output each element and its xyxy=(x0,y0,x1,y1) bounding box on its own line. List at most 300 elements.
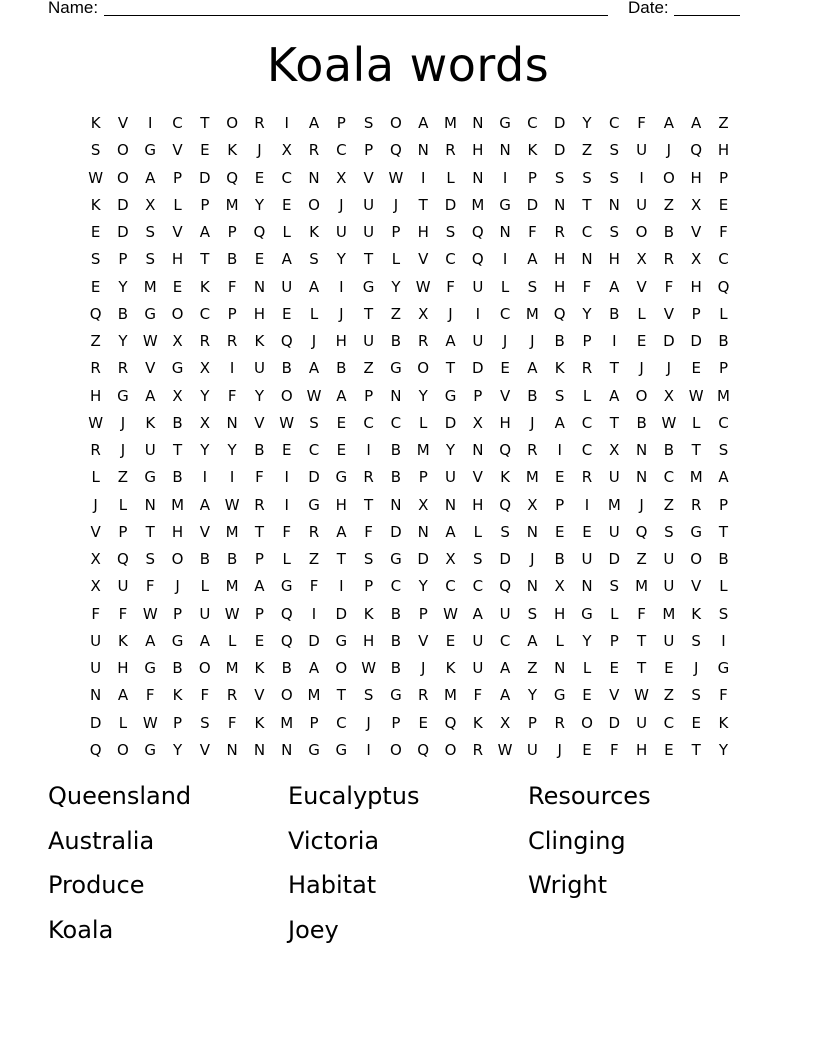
grid-letter: P xyxy=(364,386,374,405)
grid-letter: J xyxy=(175,577,180,596)
grid-letter: B xyxy=(390,441,402,459)
grid-letter: N xyxy=(526,522,539,541)
grid-letter: P xyxy=(391,713,401,732)
grid-letter: S xyxy=(691,686,701,705)
grid-letter: C xyxy=(445,577,456,596)
grid-row xyxy=(82,464,738,491)
grid-letter: L xyxy=(118,495,128,514)
grid-letter: I xyxy=(284,114,289,132)
grid-letter: U xyxy=(636,141,648,160)
grid-letter: O xyxy=(198,659,211,677)
grid-letter: E xyxy=(254,250,265,269)
grid-letter: J xyxy=(448,304,453,323)
grid-letter: E xyxy=(691,359,701,378)
grid-letter: U xyxy=(472,277,484,296)
grid-letter: W xyxy=(497,740,513,759)
grid-letter: E xyxy=(582,740,592,759)
grid-letter: E xyxy=(336,441,347,459)
grid-letter: D xyxy=(608,713,621,732)
grid-letter: H xyxy=(635,740,648,759)
grid-letter: D xyxy=(499,550,511,568)
grid-letter: P xyxy=(718,359,728,378)
grid-letter: A xyxy=(527,250,538,269)
grid-letter: W xyxy=(415,277,431,296)
grid-letter: L xyxy=(610,604,619,623)
grid-letter: T xyxy=(718,522,729,541)
grid-row xyxy=(82,137,738,164)
grid-letter: E xyxy=(172,277,183,296)
grid-letter: A xyxy=(199,223,210,241)
grid-letter: M xyxy=(225,522,239,541)
grid-letter: I xyxy=(148,114,153,132)
grid-letter: I xyxy=(202,468,208,487)
grid-letter: V xyxy=(254,413,265,432)
grid-letter: V xyxy=(691,223,702,241)
grid-letter: L xyxy=(227,631,237,650)
grid-letter: K xyxy=(554,359,565,378)
grid-letter: P xyxy=(473,386,483,405)
grid-letter: F xyxy=(528,223,537,241)
grid-letter: F xyxy=(145,577,155,596)
grid-letter: J xyxy=(339,304,344,323)
grid-letter: S xyxy=(609,223,620,241)
grid-letter: P xyxy=(609,631,619,650)
grid-letter: P xyxy=(227,304,237,323)
grid-letter: X xyxy=(172,386,183,405)
grid-letter: A xyxy=(499,686,511,705)
grid-letter: E xyxy=(636,332,647,350)
grid-letter: W xyxy=(142,604,158,623)
grid-letter: Q xyxy=(280,332,293,350)
grid-letter: T xyxy=(609,413,619,432)
grid-letter: R xyxy=(690,495,702,514)
grid-letter: S xyxy=(200,713,210,732)
grid-letter: U xyxy=(663,577,675,596)
grid-letter: Q xyxy=(444,713,457,732)
grid-letter: G xyxy=(717,659,730,677)
grid-letter: P xyxy=(418,468,428,487)
grid-letter: K xyxy=(363,604,374,623)
grid-letter: N xyxy=(226,740,238,759)
grid-letter: D xyxy=(444,195,457,214)
grid-letter: C xyxy=(609,114,620,132)
grid-letter: B xyxy=(718,550,729,568)
grid-letter: H xyxy=(171,250,184,269)
grid-letter: Z xyxy=(390,304,402,323)
grid-letter: V xyxy=(363,168,374,187)
grid-letter: S xyxy=(90,141,101,160)
grid-letter: A xyxy=(199,631,210,650)
grid-letter: H xyxy=(362,631,375,650)
grid-letter: B xyxy=(226,550,238,568)
grid-letter: P xyxy=(527,713,537,732)
grid-row xyxy=(82,519,738,546)
grid-letter: D xyxy=(472,359,484,378)
grid-letter: H xyxy=(335,332,347,350)
grid-row xyxy=(82,546,738,573)
grid-letter: Z xyxy=(117,468,129,487)
grid-letter: X xyxy=(336,168,347,187)
grid-letter: R xyxy=(663,250,675,269)
grid-letter: Q xyxy=(280,604,293,623)
grid-letter: M xyxy=(225,195,239,214)
grid-letter: S xyxy=(363,550,374,568)
grid-letter: H xyxy=(472,495,484,514)
grid-letter: X xyxy=(499,713,511,732)
grid-letter: Y xyxy=(418,577,428,596)
grid-letter: T xyxy=(336,686,346,705)
grid-letter: M xyxy=(471,195,485,214)
grid-letter: N xyxy=(499,141,511,160)
grid-letter: A xyxy=(336,522,347,541)
grid-letter: Y xyxy=(418,386,428,405)
grid-letter: G xyxy=(144,740,157,759)
grid-letter: A xyxy=(527,359,538,378)
grid-letter: J xyxy=(93,495,98,514)
grid-letter: N xyxy=(635,441,648,459)
grid-letter: M xyxy=(171,495,185,514)
grid-letter: D xyxy=(89,713,102,732)
grid-letter: M xyxy=(662,604,676,623)
header xyxy=(48,0,748,20)
word-list-item: Victoria xyxy=(288,826,380,855)
grid-letter: Z xyxy=(308,550,320,568)
grid-letter: P xyxy=(582,332,592,350)
grid-row xyxy=(82,219,738,246)
grid-letter: S xyxy=(527,277,538,296)
grid-letter: P xyxy=(200,195,210,214)
grid-letter: A xyxy=(199,495,210,514)
grid-letter: B xyxy=(527,386,538,405)
grid-letter: K xyxy=(472,713,483,732)
grid-letter: D xyxy=(608,550,621,568)
grid-letter: U xyxy=(472,332,484,350)
name-label: Name: xyxy=(48,0,99,17)
grid-letter: P xyxy=(173,604,183,623)
grid-letter: A xyxy=(145,386,156,405)
grid-letter: S xyxy=(527,604,538,623)
grid-letter: A xyxy=(308,114,320,132)
grid-letter: G xyxy=(144,468,157,487)
grid-letter: D xyxy=(117,223,129,241)
grid-letter: Y xyxy=(227,441,237,459)
grid-letter: Y xyxy=(336,250,346,269)
grid-letter: O xyxy=(635,223,648,241)
grid-letter: L xyxy=(637,304,646,323)
grid-letter: F xyxy=(91,604,100,623)
grid-letter: B xyxy=(336,359,347,378)
grid-letter: V xyxy=(636,277,647,296)
grid-letter: A xyxy=(254,577,265,596)
grid-letter: I xyxy=(502,250,508,269)
grid-letter: H xyxy=(335,495,347,514)
grid-letter: V xyxy=(418,250,429,269)
grid-letter: E xyxy=(254,168,265,187)
grid-letter: C xyxy=(718,250,729,269)
grid-letter: U xyxy=(608,522,620,541)
grid-letter: I xyxy=(639,168,644,187)
grid-letter: X xyxy=(90,550,101,568)
grid-row xyxy=(82,301,738,328)
grid-letter: E xyxy=(554,522,565,541)
grid-letter: S xyxy=(718,441,729,459)
grid-letter: N xyxy=(281,740,293,759)
grid-letter: T xyxy=(691,740,701,759)
grid-letter: R xyxy=(554,713,565,732)
grid-letter: D xyxy=(553,141,566,160)
grid-letter: N xyxy=(308,168,320,187)
grid-letter: E xyxy=(418,713,428,732)
grid-letter: A xyxy=(691,114,702,132)
grid-letter: L xyxy=(173,195,182,214)
grid-letter: S xyxy=(582,168,592,187)
grid-letter: R xyxy=(308,522,320,541)
grid-letter: P xyxy=(391,223,401,241)
grid-letter: E xyxy=(718,195,729,214)
grid-letter: X xyxy=(172,332,183,350)
grid-letter: H xyxy=(90,386,102,405)
grid-letter: K xyxy=(199,277,210,296)
grid-letter: U xyxy=(335,223,347,241)
grid-letter: R xyxy=(581,359,593,378)
grid-letter: T xyxy=(637,659,647,677)
word-list-item: Produce xyxy=(48,871,145,899)
grid-letter: N xyxy=(253,740,266,759)
grid-letter: N xyxy=(554,659,566,677)
grid-letter: U xyxy=(472,631,484,650)
grid-letter: O xyxy=(335,659,348,677)
grid-letter: U xyxy=(144,441,156,459)
grid-letter: U xyxy=(363,223,375,241)
grid-letter: C xyxy=(336,141,347,160)
grid-letter: Y xyxy=(172,740,183,759)
grid-letter: U xyxy=(90,631,102,650)
grid-letter: X xyxy=(90,577,101,596)
grid-letter: S xyxy=(554,168,565,187)
grid-letter: K xyxy=(718,713,729,732)
grid-letter: Q xyxy=(717,277,730,296)
grid-letter: E xyxy=(445,631,456,650)
grid-letter: Y xyxy=(118,332,128,350)
grid-letter: G xyxy=(444,386,457,405)
grid-letter: Z xyxy=(90,332,101,350)
grid-letter: P xyxy=(418,604,428,623)
grid-letter: Q xyxy=(471,250,484,269)
grid-letter: R xyxy=(199,332,211,350)
grid-letter: T xyxy=(200,250,210,269)
grid-letter: U xyxy=(363,195,375,214)
grid-row xyxy=(82,710,738,737)
grid-letter: M xyxy=(225,659,239,677)
grid-letter: H xyxy=(690,277,702,296)
grid-letter: P xyxy=(718,168,728,187)
grid-letter: C xyxy=(581,223,593,241)
grid-letter: K xyxy=(145,413,156,432)
grid-letter: A xyxy=(445,522,456,541)
grid-letter: S xyxy=(554,386,565,405)
grid-letter: U xyxy=(445,468,456,487)
grid-letter: Y xyxy=(200,441,210,459)
word-list-item: Joey xyxy=(288,915,339,944)
grid-letter: X xyxy=(418,495,429,514)
grid-letter: T xyxy=(691,441,701,459)
grid-letter: G xyxy=(390,359,402,378)
grid-letter: V xyxy=(199,522,210,541)
grid-letter: A xyxy=(718,468,729,487)
word-list-item: Habitat xyxy=(288,871,377,899)
grid-letter: J xyxy=(420,659,426,677)
grid-letter: B xyxy=(718,332,729,350)
grid-letter: E xyxy=(664,740,674,759)
grid-letter: S xyxy=(309,250,319,269)
grid-letter: K xyxy=(445,659,456,677)
grid-letter: E xyxy=(90,223,101,241)
grid-letter: K xyxy=(309,223,319,241)
grid-letter: G xyxy=(362,277,375,296)
grid-letter: P xyxy=(555,495,565,514)
grid-letter: H xyxy=(253,304,266,323)
grid-letter: L xyxy=(500,277,510,296)
grid-letter: Y xyxy=(582,631,592,650)
grid-letter: J xyxy=(666,359,672,378)
grid-letter: P xyxy=(118,522,128,541)
grid-letter: Z xyxy=(663,195,675,214)
grid-letter: D xyxy=(117,195,129,214)
grid-letter: Y xyxy=(582,114,592,132)
grid-letter: O xyxy=(171,550,184,568)
grid-letter: U xyxy=(581,550,593,568)
grid-letter: Q xyxy=(499,441,511,459)
grid-letter: H xyxy=(608,250,620,269)
grid-letter: S xyxy=(718,604,729,623)
grid-letter: L xyxy=(446,168,455,187)
grid-letter: J xyxy=(339,195,344,214)
grid-row xyxy=(82,492,738,519)
grid-letter: E xyxy=(582,686,592,705)
grid-letter: B xyxy=(281,659,292,677)
grid-letter: C xyxy=(308,441,320,459)
grid-letter: E xyxy=(609,659,620,677)
grid-letter: J xyxy=(666,141,672,160)
grid-letter: S xyxy=(363,114,374,132)
grid-letter: L xyxy=(719,577,728,596)
grid-letter: G xyxy=(553,686,566,705)
grid-letter: W xyxy=(279,413,295,432)
grid-row xyxy=(82,628,738,655)
grid-letter: S xyxy=(145,223,155,241)
grid-letter: R xyxy=(90,441,101,459)
grid-letter: O xyxy=(635,386,648,405)
grid-letter: B xyxy=(554,550,565,568)
grid-letter: O xyxy=(390,114,402,132)
grid-letter: S xyxy=(691,631,701,650)
grid-letter: R xyxy=(308,141,320,160)
grid-letter: W xyxy=(443,604,458,623)
grid-letter: T xyxy=(582,195,592,214)
grid-letter: R xyxy=(254,114,265,132)
grid-letter: U xyxy=(90,659,102,677)
grid-letter: X xyxy=(663,386,675,405)
grid-letter: E xyxy=(582,522,592,541)
grid-letter: Z xyxy=(636,550,647,568)
grid-letter: K xyxy=(227,141,238,160)
grid-letter: V xyxy=(472,468,483,487)
grid-letter: U xyxy=(663,550,675,568)
grid-letter: G xyxy=(117,386,129,405)
grid-letter: U xyxy=(117,577,129,596)
grid-letter: D xyxy=(417,550,429,568)
grid-letter: T xyxy=(445,359,456,378)
grid-letter: G xyxy=(335,468,348,487)
grid-letter: S xyxy=(145,250,155,269)
grid-letter: Q xyxy=(89,740,102,759)
grid-letter: M xyxy=(143,277,157,296)
grid-letter: Y xyxy=(718,740,729,759)
grid-letter: B xyxy=(636,413,647,432)
grid-letter: B xyxy=(199,550,210,568)
grid-letter: L xyxy=(419,413,428,432)
grid-letter: Y xyxy=(445,441,456,459)
grid-letter: F xyxy=(637,114,646,132)
grid-letter: N xyxy=(390,495,402,514)
grid-letter: G xyxy=(144,659,157,677)
grid-row xyxy=(82,165,738,192)
grid-row xyxy=(82,410,738,437)
grid-letter: X xyxy=(636,250,647,269)
grid-letter: R xyxy=(117,359,129,378)
grid-letter: A xyxy=(609,386,620,405)
grid-letter: D xyxy=(308,631,320,650)
grid-letter: Q xyxy=(499,495,511,514)
grid-letter: U xyxy=(608,468,620,487)
grid-letter: H xyxy=(171,522,184,541)
grid-letter: H xyxy=(417,223,429,241)
grid-letter: L xyxy=(309,304,319,323)
grid-letter: D xyxy=(335,604,348,623)
grid-letter: K xyxy=(90,195,101,214)
grid-letter: Z xyxy=(581,141,593,160)
grid-letter: D xyxy=(390,522,402,541)
grid-letter: O xyxy=(690,550,703,568)
grid-letter: E xyxy=(336,413,347,432)
grid-letter: A xyxy=(281,250,292,269)
grid-letter: L xyxy=(582,386,592,405)
grid-letter: M xyxy=(225,577,239,596)
grid-letter: P xyxy=(118,250,128,269)
grid-letter: F xyxy=(227,277,237,296)
grid-letter: B xyxy=(390,659,402,677)
grid-letter: P xyxy=(254,604,264,623)
grid-letter: G xyxy=(144,304,157,323)
grid-letter: Y xyxy=(527,686,537,705)
grid-letter: N xyxy=(390,386,402,405)
grid-letter: A xyxy=(472,604,483,623)
grid-letter: O xyxy=(171,304,184,323)
grid-letter: I xyxy=(721,631,726,650)
date-blank-line xyxy=(674,15,740,16)
grid-letter: Y xyxy=(254,195,265,214)
grid-row xyxy=(82,274,738,301)
grid-letter: W xyxy=(224,604,240,623)
grid-letter: M xyxy=(635,577,649,596)
grid-letter: V xyxy=(172,141,183,160)
grid-letter: O xyxy=(581,713,593,732)
grid-letter: C xyxy=(663,713,675,732)
grid-letter: F xyxy=(364,522,373,541)
grid-letter: Y xyxy=(254,386,265,405)
grid-letter: N xyxy=(581,250,593,269)
grid-letter: D xyxy=(553,114,566,132)
